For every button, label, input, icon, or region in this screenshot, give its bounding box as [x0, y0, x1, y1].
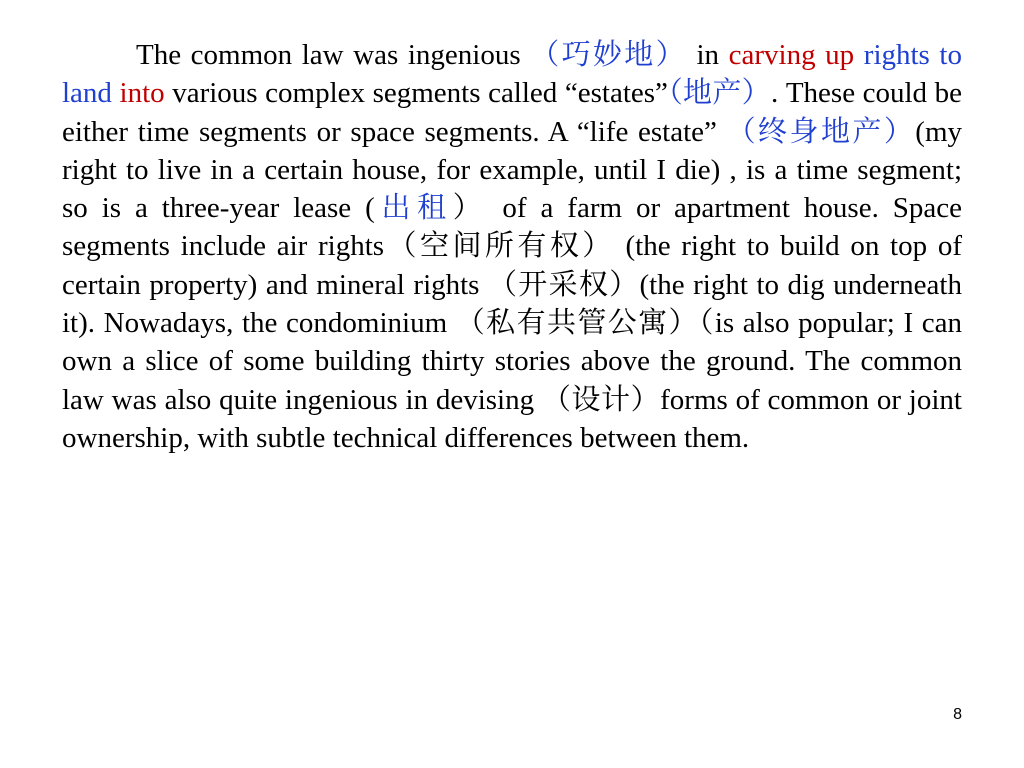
text-run: of a farm or apartment house. Space segments include air rights — [62, 192, 962, 263]
text-run: （is also popular; I can own a slice of some building thirty stories above the ground. The common law was also quite ingenious in devising — [62, 307, 962, 416]
chinese-gloss-kongjian-suoyouquan: （空间所有权） — [384, 230, 615, 263]
text-run: The common law was ingenious — [136, 39, 531, 71]
highlight-into: into — [119, 77, 165, 110]
chinese-gloss-kaicaiquan: （开采权） — [488, 268, 640, 301]
text-run: . These could be either time segments or space segments. A “life estate” — [62, 77, 962, 148]
text-run — [854, 39, 864, 71]
chinese-gloss-qiaomiaodi: （巧妙地） — [530, 39, 687, 71]
chinese-gloss-chuzu: 出租 — [374, 192, 453, 225]
text-run: (my right to live in a certain house, for example, until I die) , is a time segment; so is a three-year lease ( — [62, 115, 962, 225]
chinese-gloss-zhongshen-dichan: （终身地产） — [726, 115, 916, 148]
chinese-gloss-sheji: （设计） — [541, 383, 661, 416]
text-run: various complex segments called “estates” — [164, 77, 668, 110]
chinese-gloss-siyou-gongguan-gongyu: （私有共管公寓） — [455, 307, 699, 340]
body-paragraph — [62, 36, 962, 457]
chinese-gloss-dichan: （地产） — [667, 77, 771, 110]
page-number: 8 — [953, 706, 962, 723]
text-run: ） — [452, 192, 489, 225]
text-run: (the right to dig underneath it). Nowadays, the condominium — [62, 268, 962, 340]
text-run: in — [686, 39, 729, 71]
text-run — [112, 77, 120, 109]
highlight-carving-up: carving up — [728, 39, 855, 71]
highlight-rights-to-land: rights to land — [62, 39, 962, 110]
text-run: (the right to build on top of certain property) and mineral rights — [62, 230, 962, 301]
text-run: forms of common or joint ownership, with subtle technical differences between them. — [62, 383, 962, 454]
